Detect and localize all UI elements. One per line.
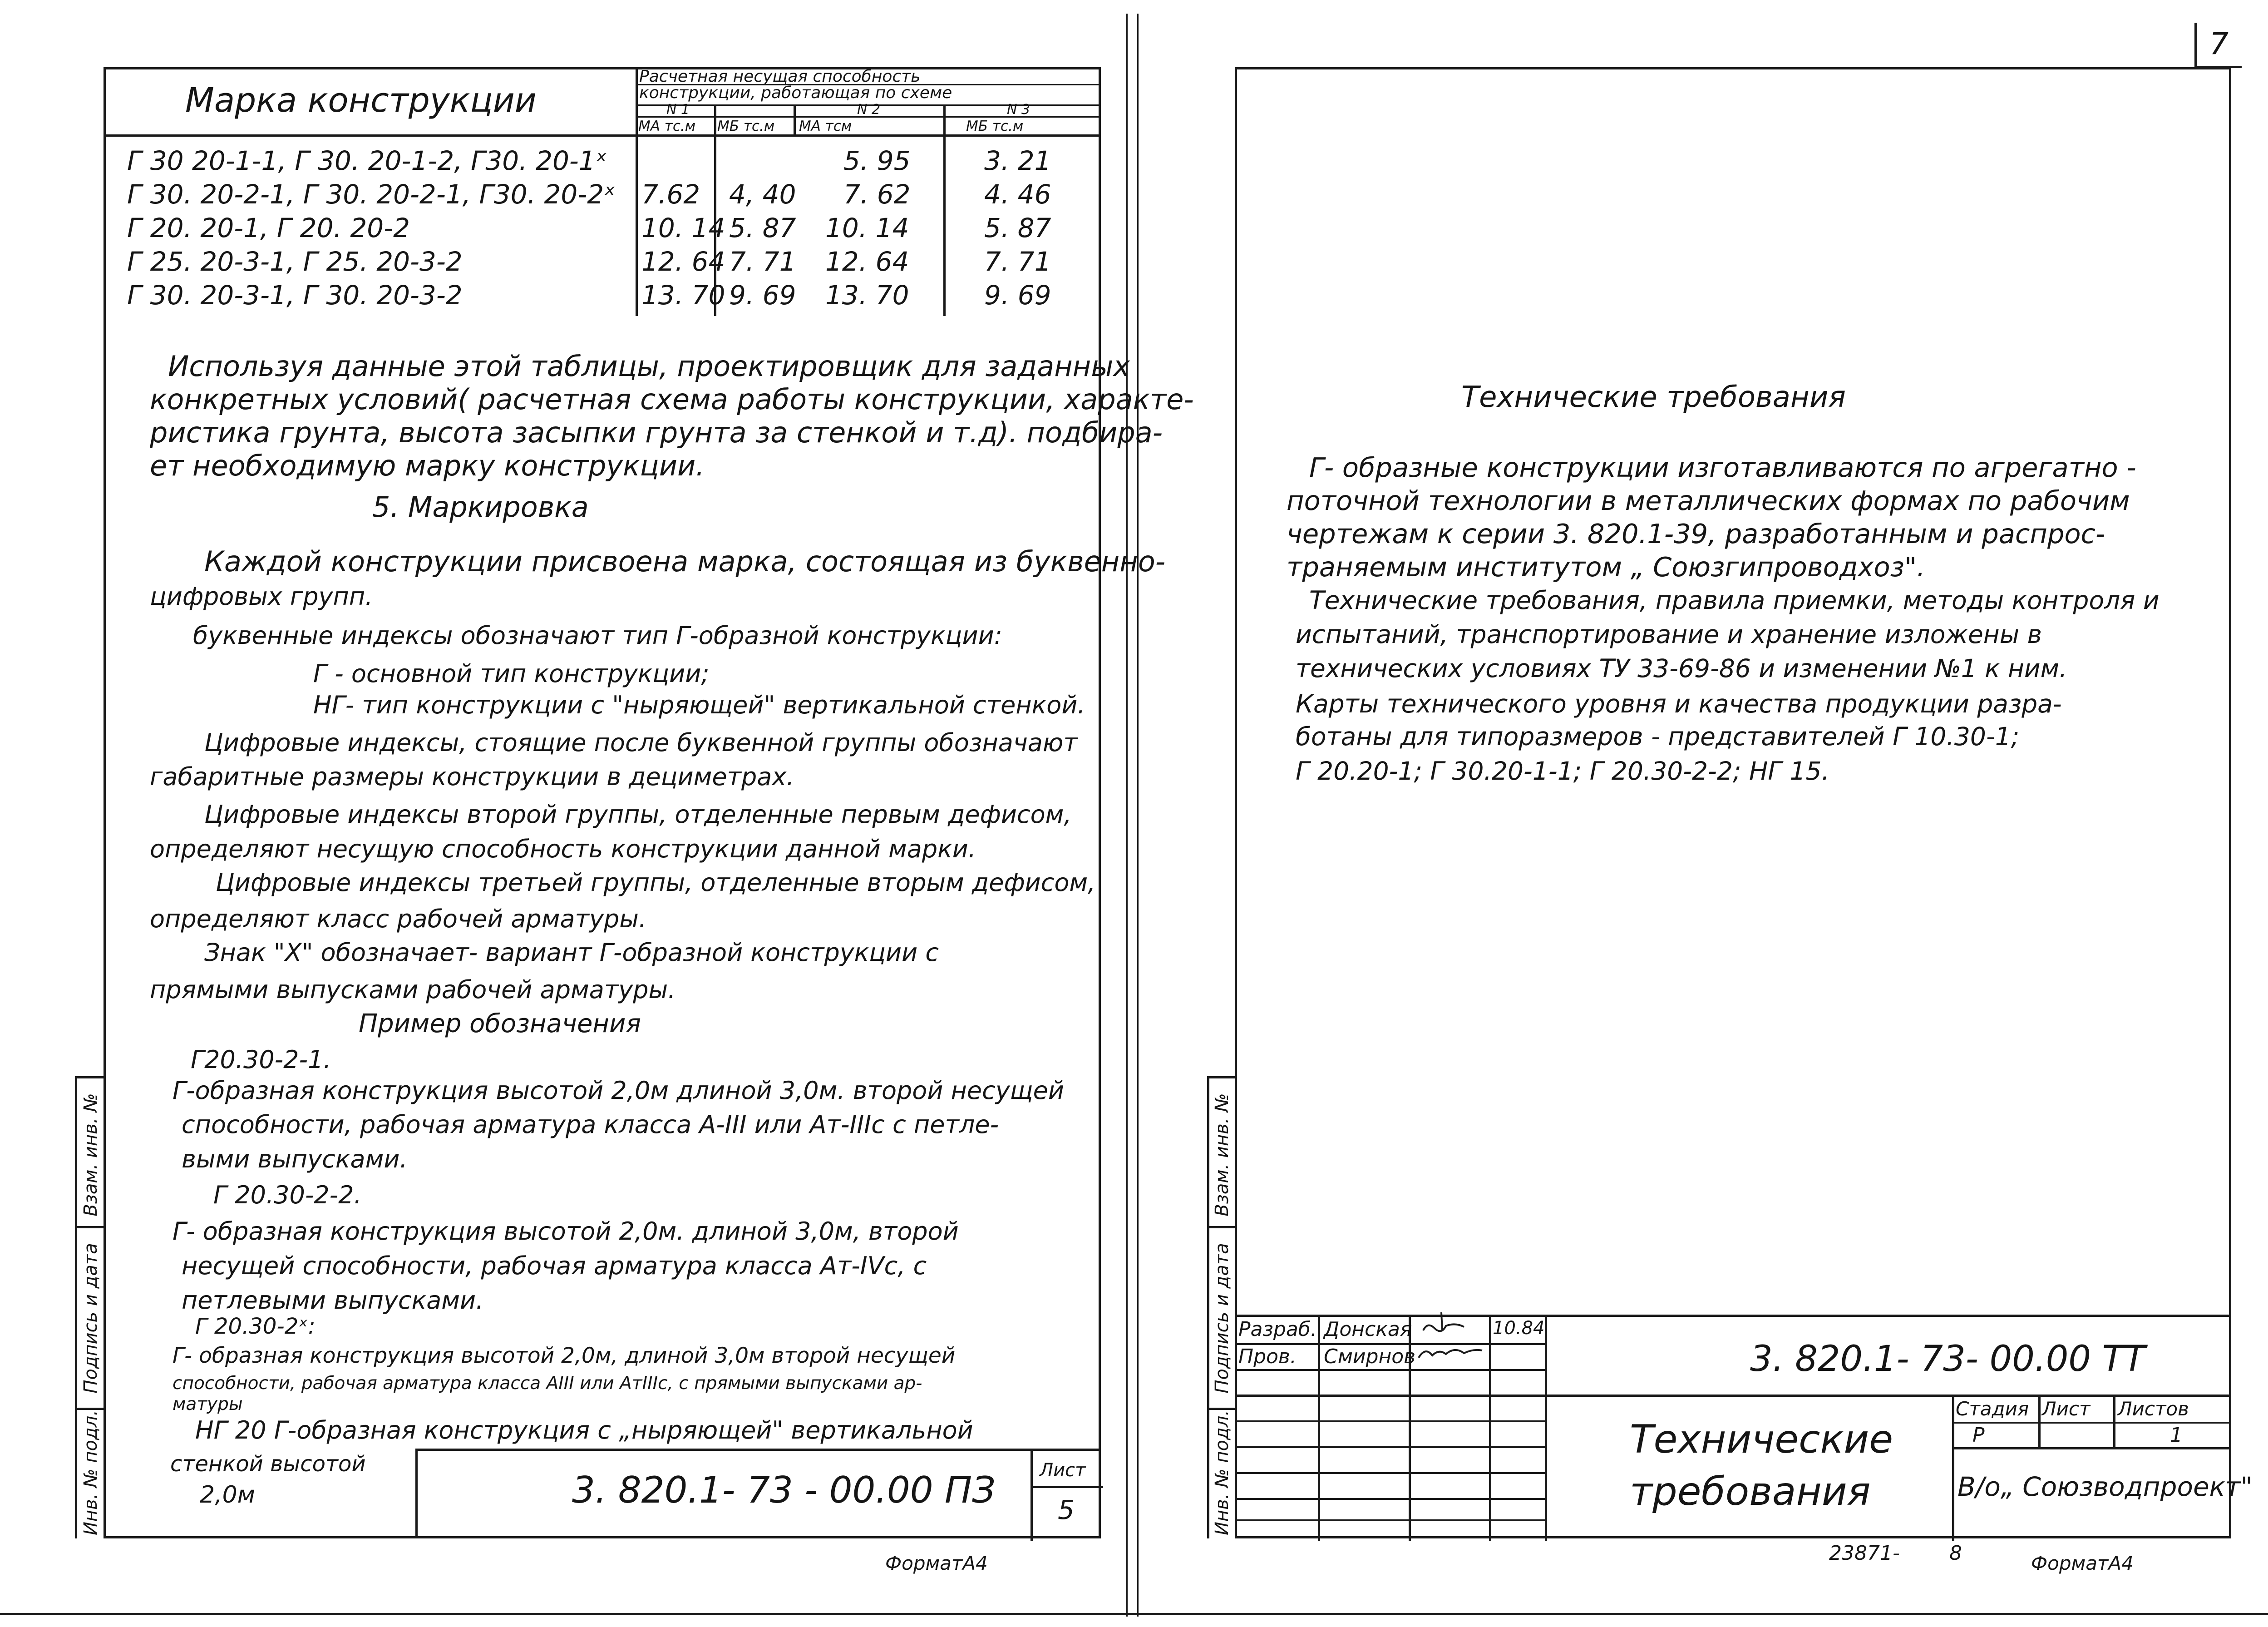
text-line: Цифровые индексы, стоящие после буквенной группы обозначают bbox=[204, 728, 1078, 757]
text-line: габаритные размеры конструкции в дециметрах. bbox=[150, 762, 794, 791]
text-line: Карты технического уровня и качества продукции разра- bbox=[1296, 689, 2062, 718]
table-cell: 5. 87 bbox=[729, 213, 796, 243]
text-line: буквенные индексы обозначают тип Г-образной конструкции: bbox=[193, 621, 1002, 650]
text-line: Г 20.30-2ˣ: bbox=[195, 1314, 316, 1339]
text-line: матуры bbox=[173, 1394, 243, 1414]
organization: В/о„ Союзводпроект" bbox=[1957, 1471, 2253, 1502]
text-line: ет необходимую марку конструкции. bbox=[150, 449, 705, 482]
doc-title-line1: Технические bbox=[1630, 1417, 1893, 1462]
text-line: НГ- тип конструкции с "ныряющей" вертикальной стенкой. bbox=[313, 691, 1085, 719]
table-cell: 12. 64 bbox=[641, 246, 725, 277]
table-cell: 5. 87 bbox=[984, 213, 1051, 243]
unit-4: MБ тс.м bbox=[966, 118, 1024, 134]
table-cell: 5. 95 bbox=[843, 145, 911, 176]
text-line: Г 20.30-2-2. bbox=[213, 1181, 362, 1209]
text-line: определяют класс рабочей арматуры. bbox=[150, 905, 647, 933]
scheme-1: N 1 bbox=[666, 102, 690, 118]
text-line: траняемым институтом „ Союзгипроводхоз". bbox=[1287, 551, 1925, 583]
stamp-box bbox=[415, 1449, 1101, 1538]
unit-2: MБ тс.м bbox=[717, 118, 775, 134]
table-cell: 4. 46 bbox=[984, 179, 1051, 210]
text-line: Г- образная конструкция высотой 2,0м, длиной 3,0м второй несущей bbox=[173, 1343, 956, 1368]
title-block bbox=[1235, 1315, 2253, 1538]
header-capacity-line2: конструкции, работающая по схеме bbox=[639, 84, 952, 102]
stage-value: Р bbox=[1972, 1424, 1985, 1447]
corner-sheet-number: 7 bbox=[2209, 26, 2229, 61]
text-line: Г-образная конструкция высотой 2,0м длиной 3,0м. второй несущей bbox=[173, 1076, 1064, 1105]
text-line: ботаны для типоразмеров - представителей Г 10.30-1; bbox=[1296, 722, 2020, 751]
unit-3: MA тсм bbox=[799, 118, 852, 134]
format-label: ФорматА4 bbox=[2031, 1552, 2134, 1574]
role-developer: Разраб. bbox=[1238, 1318, 1317, 1341]
sheet-label: Лист bbox=[2042, 1398, 2091, 1420]
text-line: НГ 20 Г-образная конструкция с „ныряющей" вертикальной bbox=[195, 1416, 973, 1444]
table-cell: 7. 62 bbox=[843, 179, 911, 210]
header-capacity-line1: Расчетная несущая способность bbox=[639, 67, 921, 86]
stage-label: Стадия bbox=[1956, 1398, 2029, 1420]
text-line: ристика грунта, высота засыпки грунта за стенкой и т.д). подбира- bbox=[150, 416, 1163, 449]
text-line: Г - основной тип конструкции; bbox=[313, 659, 710, 688]
table-cell: 7. 71 bbox=[729, 246, 796, 277]
text-line: определяют несущую способность конструкции данной марки. bbox=[150, 835, 976, 863]
table-cell: 13. 70 bbox=[641, 280, 725, 311]
text-line: Г- образные конструкции изготавливаются по агрегатно - bbox=[1309, 452, 2136, 483]
side-label-replace-inv: Взам. инв. № bbox=[80, 1093, 101, 1217]
text-line: цифровых групп. bbox=[150, 582, 373, 611]
text-line: несущей способности, рабочая арматура класса Ат-IVс, с bbox=[182, 1251, 927, 1280]
text-line: способности, рабочая арматура класса А-III или Ат-IIIс с петле- bbox=[182, 1110, 999, 1139]
unit-1: MA тс.м bbox=[638, 118, 696, 134]
table-cell: 12. 64 bbox=[825, 246, 909, 277]
sheets-value: 1 bbox=[2170, 1424, 2183, 1447]
section-title: Технические требования bbox=[1461, 381, 1846, 414]
text-line: Цифровые индексы третьей группы, отделенные вторым дефисом, bbox=[216, 868, 1096, 897]
date: 10.84 bbox=[1493, 1318, 1545, 1339]
checker-name: Смирнов bbox=[1324, 1345, 1416, 1368]
sheet-number: 5 bbox=[1058, 1494, 1075, 1525]
doc-title-line2: требования bbox=[1630, 1469, 1871, 1514]
text-line: Цифровые индексы второй группы, отделенные первым дефисом, bbox=[204, 800, 1072, 829]
table-cell: 4, 40 bbox=[729, 179, 796, 210]
text-line: конкретных условий( расчетная схема работы конструкции, характе- bbox=[150, 383, 1194, 416]
text-line: стенкой высотой bbox=[170, 1451, 366, 1477]
section-heading: 5. Маркировка bbox=[372, 490, 589, 524]
text-line: 2,0м bbox=[200, 1481, 255, 1508]
text-line: Используя данные этой таблицы, проектировщик для заданных bbox=[168, 350, 1130, 383]
table-cell: 7. 71 bbox=[984, 246, 1051, 277]
text-line: технических условиях ТУ 33-69-86 и изменении №1 к ним. bbox=[1296, 654, 2067, 683]
table-cell: 3. 21 bbox=[984, 145, 1051, 176]
text-line: Г 20.20-1; Г 30.20-1-1; Г 20.30-2-2; НГ 15. bbox=[1296, 757, 1829, 786]
example-heading: Пример обозначения bbox=[359, 1009, 641, 1039]
signatures bbox=[1414, 1303, 1487, 1371]
developer-name: Донская bbox=[1324, 1318, 1412, 1341]
format-label: ФорматА4 bbox=[885, 1552, 988, 1574]
scheme-3: N 3 bbox=[1007, 102, 1030, 118]
table-row-mark: Г 25. 20-3-1, Г 25. 20-3-2 bbox=[127, 246, 463, 277]
text-line: чертежам к серии 3. 820.1-39, разработанным и распрос- bbox=[1287, 518, 2105, 549]
footer-number: 23871- bbox=[1829, 1542, 1900, 1565]
table-row-mark: Г 20. 20-1, Г 20. 20-2 bbox=[127, 213, 410, 243]
text-line: испытаний, транспортирование и хранение изложены в bbox=[1296, 620, 2042, 649]
table-cell: 7.62 bbox=[641, 179, 700, 210]
table-cell: 10. 14 bbox=[825, 213, 909, 243]
text-line: выми выпусками. bbox=[182, 1145, 408, 1173]
sheet-label: Лист bbox=[1040, 1460, 1086, 1481]
text-line: Каждой конструкции присвоена марка, состоящая из буквенно- bbox=[204, 545, 1166, 578]
sheets-label: Листов bbox=[2118, 1398, 2189, 1420]
side-label-replace-inv: Взам. инв. № bbox=[1212, 1093, 1233, 1217]
document-code: 3. 820.1- 73- 00.00 ТТ bbox=[1750, 1339, 2146, 1380]
text-line: Технические требования, правила приемки, методы контроля и bbox=[1309, 586, 2160, 615]
table-cell: 9. 69 bbox=[729, 280, 796, 311]
footer-page: 8 bbox=[1949, 1542, 1962, 1565]
text-line: способности, рабочая арматура класса АIII или АтIIIс, с прямыми выпусками ар- bbox=[173, 1373, 922, 1394]
text-line: Знак "Х" обозначает- вариант Г-образной конструкции с bbox=[204, 938, 939, 967]
text-line: Г- образная конструкция высотой 2,0м. длиной 3,0м, второй bbox=[173, 1217, 959, 1246]
text-line: прямыми выпусками рабочей арматуры. bbox=[150, 975, 676, 1004]
text-line: Г20.30-2-1. bbox=[191, 1045, 331, 1074]
side-label-signature-date: Подпись и дата bbox=[80, 1243, 101, 1394]
table-cell: 13. 70 bbox=[825, 280, 909, 311]
right-sheet bbox=[1128, 0, 2268, 1627]
role-checker: Пров. bbox=[1238, 1345, 1297, 1368]
document-code: 3. 820.1- 73 - 00.00 ПЗ bbox=[572, 1469, 996, 1511]
table-row-mark: Г 30. 20-3-1, Г 30. 20-3-2 bbox=[127, 280, 463, 311]
table-row-mark: Г 30. 20-2-1, Г 30. 20-2-1, Г30. 20-2ˣ bbox=[127, 179, 616, 210]
header-mark: Марка конструкции bbox=[185, 81, 537, 120]
scheme-2: N 2 bbox=[857, 102, 881, 118]
text-line: петлевыми выпусками. bbox=[182, 1286, 484, 1315]
side-label-inv-podl: Инв. № подл. bbox=[80, 1410, 101, 1535]
side-label-signature-date: Подпись и дата bbox=[1212, 1243, 1233, 1394]
side-label-inv-podl: Инв. № подл. bbox=[1212, 1410, 1233, 1535]
table-row-mark: Г 30 20-1-1, Г 30. 20-1-2, Г30. 20-1ˣ bbox=[127, 145, 607, 176]
table-cell: 10. 14 bbox=[641, 213, 725, 243]
text-line: поточной технологии в металлических формах по рабочим bbox=[1287, 485, 2130, 516]
table-cell: 9. 69 bbox=[984, 280, 1051, 311]
